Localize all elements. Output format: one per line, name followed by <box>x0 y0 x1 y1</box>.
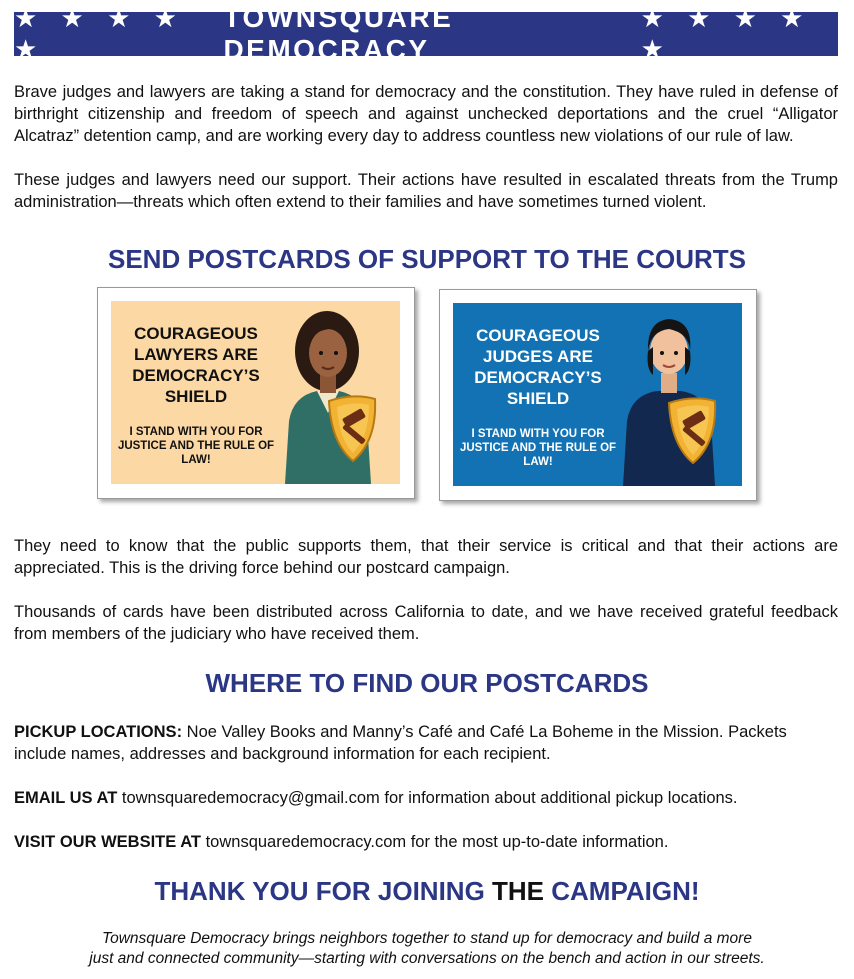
thanks-part-2: THE <box>492 876 545 906</box>
stars-right: ★ ★ ★ ★ ★ <box>640 3 812 64</box>
where-to-find-heading: WHERE TO FIND OUR POSTCARDS <box>205 668 649 698</box>
postcard-judges <box>453 303 742 486</box>
email-label: EMAIL US AT <box>14 789 118 807</box>
banner-title: TOWNSQUARE DEMOCRACY <box>223 2 454 65</box>
middle-paragraph-1: They need to know that the public supports them, that their service is critical and that their actions are appreciated. This is the driving force behind our postcard campaign. <box>14 537 838 577</box>
pickup-text: Noe Valley Books and Manny’s Café and Café La Boheme in the Mission. Packets include names, addresses and background information for each recipient. <box>14 723 787 763</box>
header-banner <box>14 2 838 65</box>
thanks-part-1: THANK YOU FOR JOINING <box>154 876 493 906</box>
email-info <box>14 787 838 809</box>
send-postcards-heading: SEND POSTCARDS OF SUPPORT TO THE COURTS <box>107 244 746 274</box>
stars-left: ★ ★ ★ ★ ★ <box>14 3 185 64</box>
postcard-judges-headline: COURAGEOUS JUDGES ARE DEMOCRACY’S SHIELD <box>474 326 602 408</box>
thanks-part-3: CAMPAIGN! <box>544 876 700 906</box>
postcard-lawyers-headline: COURAGEOUS LAWYERS ARE DEMOCRACY’S SHIELD <box>132 324 260 406</box>
postcard-judges-subtext: I STAND WITH YOU FOR JUSTICE AND THE RULE OF LAW! <box>459 428 617 468</box>
postcard-lawyers-subtext: I STAND WITH YOU FOR JUSTICE AND THE RULE OF LAW! <box>117 426 275 466</box>
intro-paragraph-1: Brave judges and lawyers are taking a stand for democracy and the constitution. They have ruled in defense of birthright citizenship and freedom of speech and against unchecked deportations and the cruel “Alligator Alcatraz” detention camp, and are working every day to address countless new violations of our rule of law. <box>14 83 838 145</box>
email-text: townsquaredemocracy@gmail.com for information about additional pickup locations. <box>117 789 738 807</box>
website-info <box>14 831 838 853</box>
pickup-label: PICKUP LOCATIONS: <box>14 723 183 741</box>
pickup-locations <box>14 721 838 765</box>
postcard-lawyers <box>111 301 400 484</box>
footer-line-1: Townsquare Democracy brings neighbors together to stand up for democracy and build a more <box>102 930 752 947</box>
judge-illustration <box>613 303 742 486</box>
lawyer-illustration <box>277 301 400 484</box>
intro-paragraph-2: These judges and lawyers need our support. Their actions have resulted in escalated threats from the Trump administration—threats which often extend to their families and have sometimes turned violent. <box>14 171 838 211</box>
thank-you-heading <box>0 876 854 907</box>
website-text: townsquaredemocracy.com for the most up-to-date information. <box>201 833 669 851</box>
website-label: VISIT OUR WEBSITE AT <box>14 833 202 851</box>
middle-paragraph-2: Thousands of cards have been distributed across California to date, and we have received grateful feedback from members of the judiciary who have received them. <box>14 603 838 643</box>
footer-line-2: just and connected community—starting with conversations on the bench and action in our streets. <box>89 950 765 967</box>
